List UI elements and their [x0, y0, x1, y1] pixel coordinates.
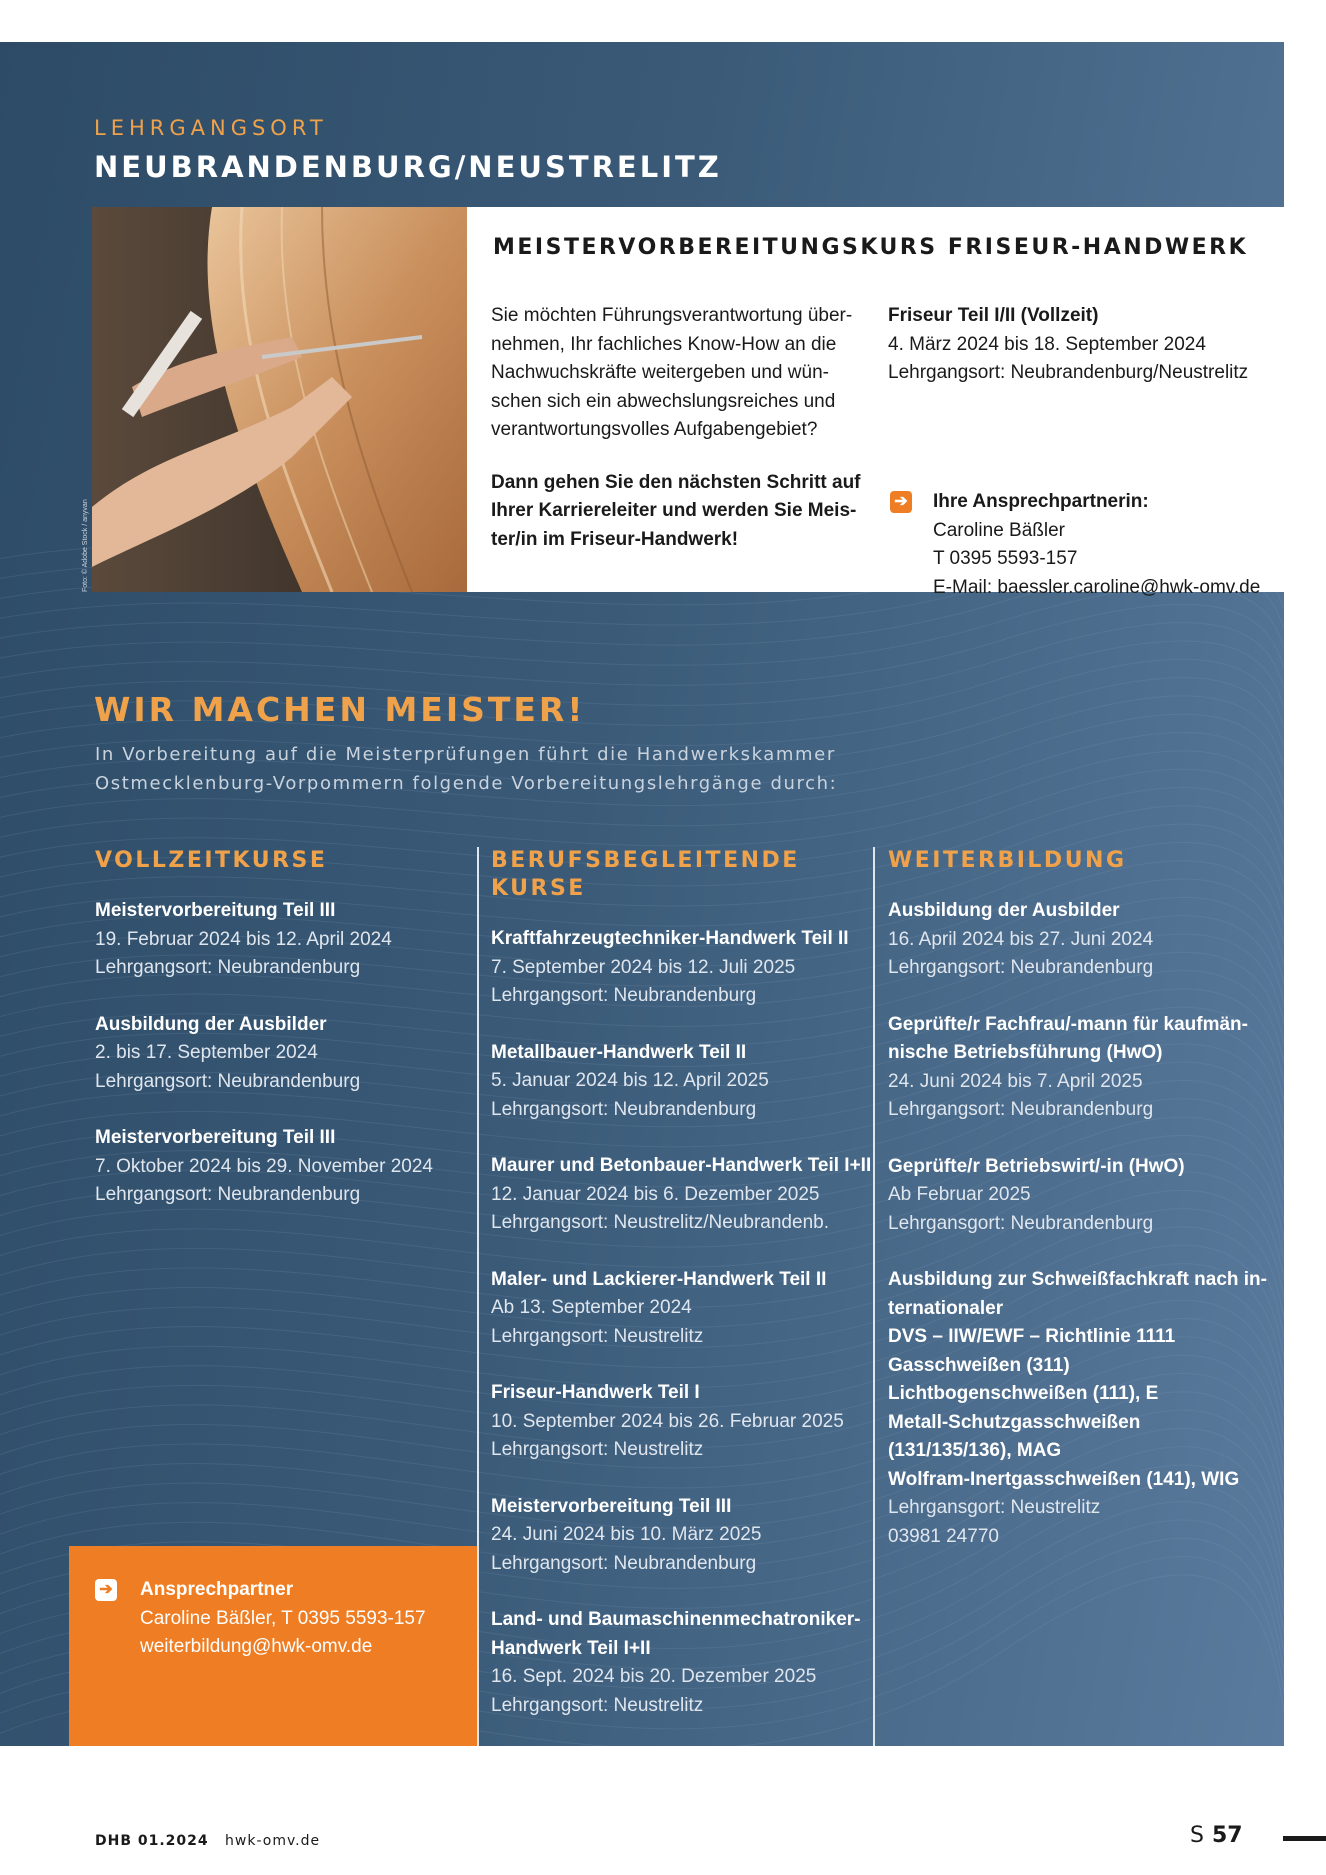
course-detail: Lehrgangsort: Neubrandenburg [491, 1098, 757, 1120]
feature-course [888, 302, 1278, 388]
course-name: Maurer und Betonbauer-Handwerk Teil I+II [491, 1155, 872, 1176]
course-name: DVS – IIW/EWF – Richtlinie 1111 [888, 1326, 1176, 1347]
course-name: Kraftfahrzeugtechniker-Handwerk Teil II [491, 928, 849, 949]
contact-box-line[interactable]: Caroline Bäßler, T 0395 5593-157 [140, 1607, 426, 1629]
course-detail: 2. bis 17. September 2024 [95, 1042, 318, 1063]
page-prefix: S [1190, 1823, 1204, 1848]
course-item [491, 1039, 876, 1125]
intro-line: Nachwuchskräfte weitergeben und wün- [491, 362, 829, 383]
course-detail: 7. Oktober 2024 bis 29. November 2024 [95, 1155, 433, 1177]
course-detail: Lehrgansgort: Neubrandenburg [888, 1212, 1154, 1234]
course-name: nische Betriebsführung (HwO) [888, 1042, 1163, 1063]
hairdresser-photo [92, 207, 467, 592]
course-detail: Lehrgangsort: Neustrelitz [491, 1325, 704, 1347]
contact-title: Ihre Ansprechpartnerin: [933, 491, 1149, 512]
course-item [888, 1011, 1273, 1125]
footer-rule [1283, 1836, 1326, 1841]
course-name: Geprüfte/r Fachfrau/-mann für kaufmän- [888, 1013, 1248, 1035]
course-detail: 16. Sept. 2024 bis 20. Dezember 2025 [491, 1666, 817, 1687]
course-name: Geprüfte/r Betriebswirt/-in (HwO) [888, 1155, 1185, 1177]
main-headline: WIR MACHEN MEISTER! [94, 690, 586, 729]
contact-box-email[interactable]: weiterbildung@hwk-omv.de [140, 1636, 373, 1657]
feature-title: MEISTERVORBEREITUNGSKURS FRISEUR-HANDWERK [493, 235, 1249, 260]
feature-intro [491, 302, 871, 578]
course-item [95, 1011, 480, 1097]
course-detail: Lehrgangsort: Neubrandenburg [888, 1099, 1154, 1120]
course-item [95, 897, 480, 983]
page-number-value: 57 [1211, 1823, 1243, 1848]
photo-credit [82, 580, 89, 592]
course-detail: 5. Januar 2024 bis 12. April 2025 [491, 1070, 769, 1091]
footer-magazine: DHB 01.2024 [95, 1833, 209, 1849]
course-detail: Ab Februar 2025 [888, 1184, 1031, 1205]
course-detail: 24. Juni 2024 bis 10. März 2025 [491, 1524, 762, 1545]
course-detail: 7. September 2024 bis 12. Juli 2025 [491, 956, 796, 978]
main-lead [95, 740, 995, 798]
contact-box-title: Ansprechpartner [140, 1579, 294, 1600]
course-name: Handwerk Teil I+II [491, 1637, 651, 1659]
feature-contact [888, 488, 1288, 602]
course-detail: Lehrgangsort: Neustrelitz/Neubrandenb. [491, 1212, 829, 1233]
course-detail: Lehrgangsort: Neubrandenburg [95, 957, 361, 978]
contact-name: Caroline Bäßler [933, 519, 1065, 541]
page-number [1190, 1823, 1243, 1848]
section-location: NEUBRANDENBURG/NEUSTRELITZ [94, 150, 722, 184]
course-detail: 16. April 2024 bis 27. Juni 2024 [888, 928, 1154, 950]
course-detail: 10. September 2024 bis 26. Februar 2025 [491, 1410, 844, 1432]
course-detail: 12. Januar 2024 bis 6. Dezember 2025 [491, 1183, 820, 1205]
column-vollzeitkurse [95, 847, 480, 1238]
course-item [95, 1124, 480, 1210]
lead-line: Ostmecklenburg-Vorpommern folgende Vorbereitungslehrgänge durch: [95, 773, 838, 794]
feature-course-name: Friseur Teil I/II (Vollzeit) [888, 305, 1099, 326]
feature-course-place: Lehrgangsort: Neubrandenburg/Neustrelitz [888, 362, 1249, 383]
footer-site[interactable]: hwk-omv.de [225, 1833, 321, 1849]
course-detail: Ab 13. September 2024 [491, 1297, 692, 1318]
lead-line: In Vorbereitung auf die Meisterprüfungen führt die Handwerkskammer [95, 744, 836, 765]
course-name: Ausbildung der Ausbilder [95, 1013, 327, 1035]
course-name: Meistervorbereitung Teil III [95, 1127, 336, 1148]
course-name: Meistervorbereitung Teil III [491, 1495, 732, 1517]
arrow-right-icon: ➔ [890, 491, 912, 513]
contact-email[interactable]: E-Mail: baessler.caroline@hwk-omv.de [933, 576, 1261, 598]
course-detail: Lehrgangsort: Neubrandenburg [95, 1184, 361, 1205]
course-detail: Lehrgansgort: Neustrelitz [888, 1497, 1101, 1518]
course-detail: 24. Juni 2024 bis 7. April 2025 [888, 1070, 1143, 1092]
section-kicker: LEHRGANGSORT [94, 116, 328, 140]
course-item [491, 925, 876, 1011]
course-item [491, 1379, 876, 1465]
course-detail: Lehrgangsort: Neubrandenburg [491, 985, 757, 1006]
footer-left [95, 1833, 320, 1849]
course-item [491, 1266, 876, 1352]
intro-line: nehmen, Ihr fachliches Know-How an die [491, 333, 837, 355]
contact-box [69, 1546, 477, 1746]
course-item [491, 1606, 876, 1720]
column-heading: BERUFSBEGLEITENDE KURSE [491, 848, 800, 901]
cta-line: Dann gehen Sie den nächsten Schritt auf [491, 471, 861, 493]
course-detail: Lehrgangsort: Neustrelitz [491, 1694, 704, 1716]
course-item [888, 1153, 1273, 1239]
course-name: Friseur-Handwerk Teil I [491, 1382, 700, 1403]
feature-course-dates: 4. März 2024 bis 18. September 2024 [888, 333, 1206, 355]
course-name: Land- und Baumaschinenmechatroniker- [491, 1609, 861, 1630]
course-item [491, 1493, 876, 1579]
course-detail: Lehrgangsort: Neubrandenburg [491, 1552, 757, 1574]
cta-line: Ihrer Karriereleiter und werden Sie Meis- [491, 500, 857, 521]
course-name: ternationaler [888, 1297, 1004, 1319]
course-name: Ausbildung zur Schweißfachkraft nach in- [888, 1269, 1267, 1290]
column-heading: VOLLZEITKURSE [95, 848, 328, 873]
course-name: (131/135/136), MAG [888, 1440, 1062, 1461]
column-weiterbildung [888, 847, 1273, 1579]
contact-phone[interactable]: T 0395 5593-157 [933, 548, 1078, 569]
course-name: Metall-Schutzgasschweißen [888, 1411, 1141, 1433]
arrow-right-icon: ➔ [95, 1579, 117, 1601]
course-detail: Lehrgangsort: Neubrandenburg [95, 1070, 361, 1092]
course-detail: 19. Februar 2024 bis 12. April 2024 [95, 928, 392, 950]
intro-line: verantwortungsvolles Aufgabengebiet? [491, 419, 818, 440]
column-berufsbegleitende-kurse [491, 847, 876, 1748]
course-item [888, 1266, 1273, 1551]
course-name: Maler- und Lackierer-Handwerk Teil II [491, 1268, 827, 1290]
intro-line: schen sich ein abwechslungsreiches und [491, 390, 836, 412]
course-name: Ausbildung der Ausbilder [888, 900, 1120, 921]
course-item [888, 897, 1273, 983]
course-name: Lichtbogenschweißen (111), E [888, 1383, 1159, 1404]
course-name: Wolfram-Inertgasschweißen (141), WIG [888, 1468, 1240, 1490]
cta-line: ter/in im Friseur-Handwerk! [491, 528, 739, 550]
course-name: Metallbauer-Handwerk Teil II [491, 1041, 747, 1063]
course-name: Gasschweißen (311) [888, 1354, 1070, 1376]
intro-line: Sie möchten Führungsverantwortung über- [491, 305, 853, 326]
course-name: Meistervorbereitung Teil III [95, 900, 336, 921]
course-item [491, 1152, 876, 1238]
course-detail: Lehrgangsort: Neubrandenburg [888, 957, 1154, 978]
course-detail: 03981 24770 [888, 1525, 999, 1547]
column-heading: WEITERBILDUNG [888, 848, 1127, 873]
course-detail: Lehrgangsort: Neustrelitz [491, 1439, 704, 1460]
